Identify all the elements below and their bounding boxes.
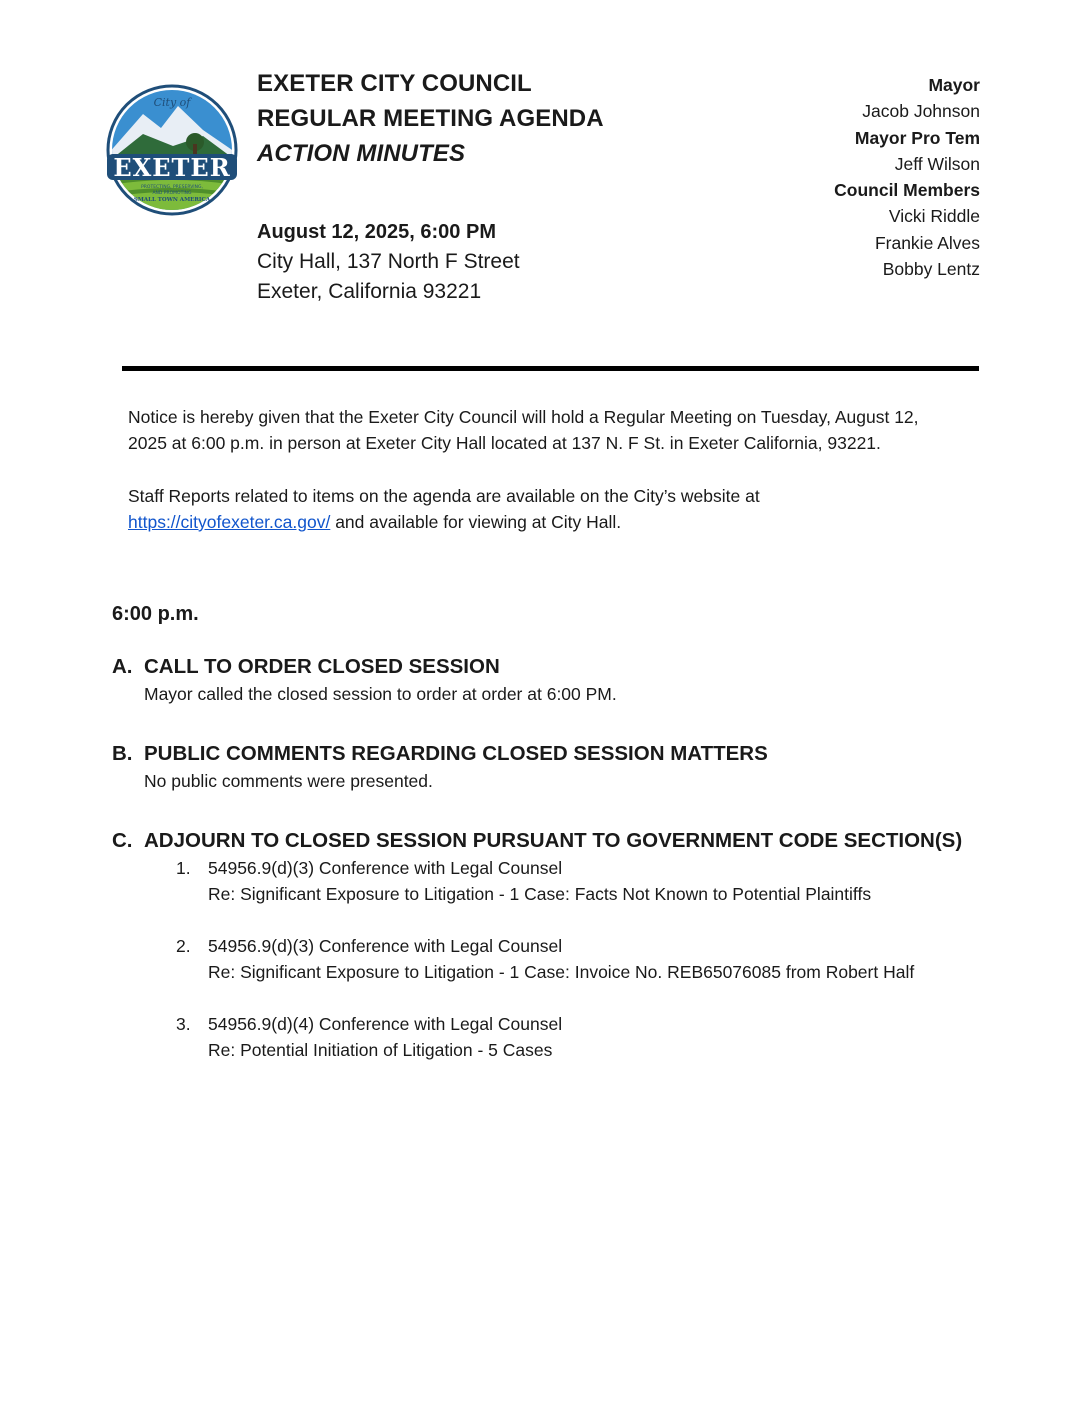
section-b	[112, 740, 992, 794]
section-letter: C.	[112, 829, 133, 852]
staff-reports-text-end: and available for viewing at City Hall.	[330, 511, 622, 532]
meeting-date: August 12, 2025, 6:00 PM	[257, 221, 496, 243]
item-number: 1.	[176, 858, 191, 878]
item-code: 54956.9(d)(4) Conference with Legal Counsel	[208, 1014, 563, 1034]
section-title: CALL TO ORDER CLOSED SESSION	[144, 655, 500, 678]
svg-text:EXETER: EXETER	[113, 153, 231, 182]
section-heading	[112, 740, 992, 768]
meeting-notice	[128, 404, 948, 535]
council-member-name: Vicki Riddle	[888, 206, 980, 227]
council-member-name: Frankie Alves	[874, 232, 980, 253]
pro-tem-name: Jeff Wilson	[894, 153, 980, 174]
section-heading	[112, 827, 992, 855]
mayor-label: Mayor	[928, 75, 980, 95]
svg-text:PROTECTING, PRESERVING,: PROTECTING, PRESERVING,	[141, 185, 203, 190]
section-letter: B.	[112, 742, 133, 765]
council-members-label: Council Members	[834, 180, 980, 201]
section-c	[112, 827, 992, 1089]
section-body: Mayor called the closed session to order at order at 6:00 PM.	[144, 684, 617, 704]
notice-paragraph: Notice is hereby given that the Exeter City Council will hold a Regular Meeting on Tuesday, August 12, 2025 at 6:00 p.m. in person at Exeter City Hall located at 137 N. F St. in Exeter California, 93221.	[128, 407, 919, 454]
closed-session-items	[176, 855, 992, 1063]
section-heading	[112, 653, 992, 681]
item-description: Re: Significant Exposure to Litigation - 1 Case: Invoice No. REB65076085 from Robert Half	[208, 962, 915, 982]
officials-list	[834, 72, 980, 282]
list-item	[176, 1011, 992, 1063]
staff-reports-text: Staff Reports related to items on the agenda are available on the City’s website at	[128, 485, 760, 506]
agenda-title: REGULAR MEETING AGENDA	[257, 105, 604, 132]
meeting-header	[257, 66, 604, 307]
staff-reports-paragraph	[128, 483, 948, 536]
section-title: ADJOURN TO CLOSED SESSION PURSUANT TO GOVERNMENT CODE SECTION(S)	[144, 829, 963, 852]
list-item	[176, 933, 992, 985]
pro-tem-label: Mayor Pro Tem	[854, 127, 980, 148]
svg-text:SMALL TOWN AMERICA: SMALL TOWN AMERICA	[133, 197, 211, 203]
svg-text:City of: City of	[153, 96, 191, 109]
city-website-link[interactable]: https://cityofexeter.ca.gov/	[128, 511, 331, 532]
item-description: Re: Significant Exposure to Litigation - 1 Case: Facts Not Known to Potential Plaintiffs	[208, 884, 872, 904]
meeting-address-line-2: Exeter, California 93221	[257, 280, 482, 303]
council-member-name: Bobby Lentz	[882, 259, 980, 280]
item-number: 3.	[176, 1014, 191, 1034]
council-title: EXETER CITY COUNCIL	[257, 70, 532, 97]
item-code: 54956.9(d)(3) Conference with Legal Counsel	[208, 858, 563, 878]
item-number: 2.	[176, 936, 191, 956]
item-description: Re: Potential Initiation of Litigation - 5 Cases	[208, 1040, 553, 1060]
svg-text:AND PROMOTING: AND PROMOTING	[152, 191, 192, 196]
session-time-heading: 6:00 p.m.	[112, 603, 199, 625]
section-title: PUBLIC COMMENTS REGARDING CLOSED SESSION MATTERS	[144, 742, 768, 765]
item-text	[208, 855, 968, 907]
header-divider	[122, 366, 979, 371]
item-text	[208, 1011, 968, 1063]
section-letter: A.	[112, 655, 133, 678]
city-of-exeter-logo	[103, 84, 241, 216]
minutes-title: ACTION MINUTES	[257, 140, 466, 167]
list-item	[176, 855, 992, 907]
section-body: No public comments were presented.	[144, 771, 433, 791]
item-code: 54956.9(d)(3) Conference with Legal Counsel	[208, 936, 563, 956]
mayor-name: Jacob Johnson	[862, 101, 980, 122]
meeting-address-line-1: City Hall, 137 North F Street	[257, 250, 520, 273]
section-a	[112, 653, 992, 707]
item-text	[208, 933, 968, 985]
